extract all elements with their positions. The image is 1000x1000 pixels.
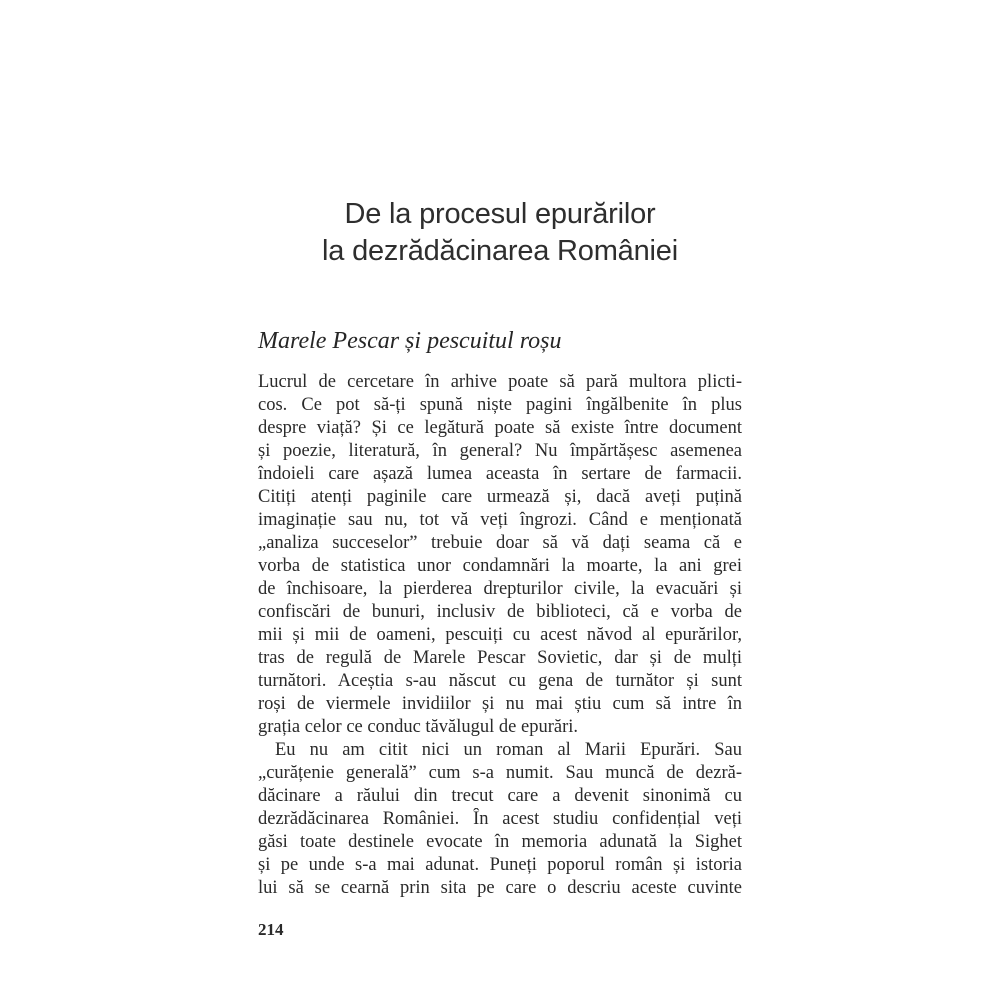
body-line: roși de viermele invidiilor și nu mai știu cum să intre în	[258, 694, 742, 714]
body-line: și poezie, literatură, în general? Nu împărtășesc asemenea	[258, 441, 742, 461]
body-line: cos. Ce pot să-ți spună niște pagini îngălbenite în plus	[258, 395, 742, 415]
section-heading: Marele Pescar și pescuitul roșu	[258, 328, 562, 354]
body-line: tras de regulă de Marele Pescar Sovietic, dar și de mulți	[258, 648, 742, 668]
chapter-title	[0, 196, 1000, 270]
chapter-title-line: la dezrădăcinarea României	[322, 235, 678, 267]
paragraph	[258, 371, 742, 739]
chapter-title-line: De la procesul epurărilor	[344, 198, 656, 230]
body-line: de închisoare, la pierderea drepturilor civile, la evacuări și	[258, 579, 742, 599]
body-line: grația celor ce conduc tăvălugul de epurări.	[258, 717, 578, 737]
body-line: și pe unde s-a mai adunat. Puneți poporul român și istoria	[258, 855, 742, 875]
body-line: turnători. Aceștia s-au născut cu gena de turnător și sunt	[258, 671, 742, 691]
body-line: Lucrul de cercetare în arhive poate să pară multora plicti-	[258, 372, 742, 392]
body-line: găsi toate destinele evocate în memoria adunată la Sighet	[258, 832, 742, 852]
body-line: îndoieli care așază lumea aceasta în sertare de farmacii.	[258, 464, 742, 484]
body-line: lui să se cearnă prin sita pe care o descriu aceste cuvinte	[258, 878, 742, 898]
body-line: Citiți atenți paginile care urmează și, dacă aveți puțină	[258, 487, 742, 507]
body-line: „curățenie generală” cum s-a numit. Sau muncă de dezră-	[258, 763, 742, 783]
body-line: Eu nu am citit nici un roman al Marii Epurări. Sau	[275, 740, 742, 760]
body-line: „analiza succeselor” trebuie doar să vă dați seama că e	[258, 533, 742, 553]
body-line: dezrădăcinarea României. În acest studiu confidențial veți	[258, 809, 742, 829]
body-line: despre viață? Și ce legătură poate să existe între document	[258, 418, 742, 438]
body-line: imaginație sau nu, tot vă veți îngrozi. Când e menționată	[258, 510, 742, 530]
body-line: mii și mii de oameni, pescuiți cu acest năvod al epurărilor,	[258, 625, 742, 645]
page-number: 214	[258, 920, 284, 939]
body-line: dăcinare a răului din trecut care a devenit sinonimă cu	[258, 786, 742, 806]
paragraph	[258, 739, 742, 900]
body-line: confiscări de bunuri, inclusiv de biblioteci, că e vorba de	[258, 602, 742, 622]
body-text	[258, 371, 742, 900]
body-line: vorba de statistica unor condamnări la moarte, la ani grei	[258, 556, 742, 576]
